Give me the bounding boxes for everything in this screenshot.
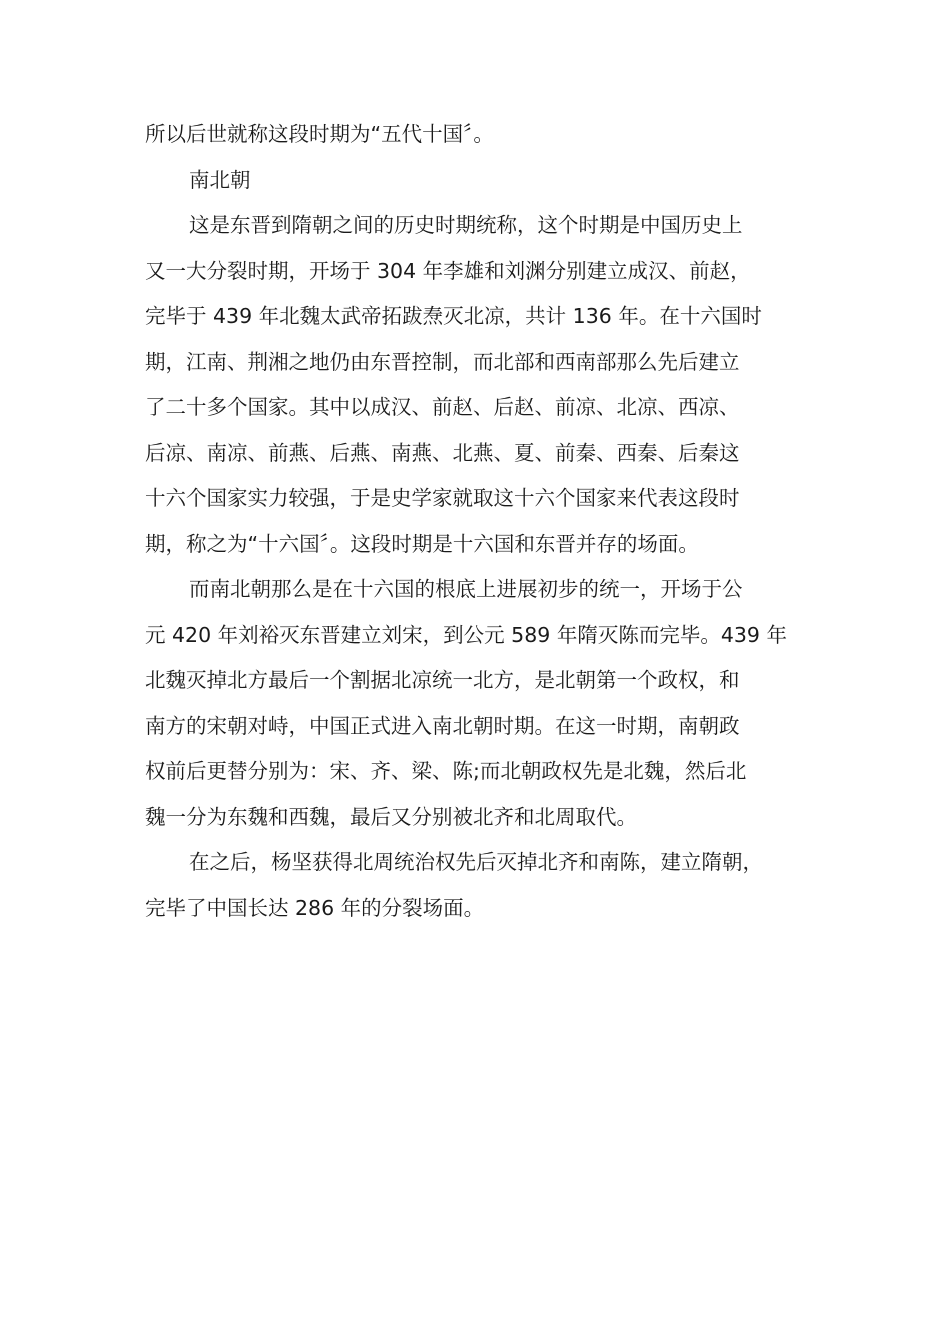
paragraph-line: 在之后，杨坚获得北周统治权先后灭掉北齐和南陈，建立隋朝， (189, 850, 763, 874)
paragraph-line: 而南北朝那么是在十六国的根底上进展初步的统一，开场于公 (189, 577, 743, 601)
paragraph-line: 北魏灭掉北方最后一个割据北凉统一北方，是北朝第一个政权，和 (145, 668, 740, 692)
paragraph-line: 权前后更替分别为：宋、齐、梁、陈;而北朝政权先是北魏，然后北 (145, 759, 747, 783)
paragraph-line: 期，江南、荆湘之地仍由东晋控制，而北部和西南部那么先后建立 (145, 349, 740, 374)
paragraph-line: 魏一分为东魏和西魏，最后又分别被北齐和北周取代。 (145, 804, 637, 829)
paragraph-line: 又一大分裂时期，开场于 304 年李雄和刘渊分别建立成汉、前赵， (145, 258, 751, 283)
paragraph-line: 完毕于 439 年北魏太武帝拓跋焘灭北凉，共计 136 年。在十六国时 (145, 304, 762, 328)
paragraph-line: 十六个国家实力较强，于是史学家就取这十六个国家来代表这段时 (145, 486, 740, 510)
paragraph-line: 南方的宋朝对峙，中国正式进入南北朝时期。在这一时期，南朝政 (145, 713, 740, 738)
paragraph-line: 完毕了中国长达 286 年的分裂场面。 (145, 895, 485, 920)
paragraph-line: 所以后世就称这段时期为“五代十国〞。 (145, 122, 494, 146)
paragraph-line: 这是东晋到隋朝之间的历史时期统称，这个时期是中国历史上 (189, 213, 743, 237)
paragraph-line: 元 420 年刘裕灭东晋建立刘宋，到公元 589 年隋灭陈而完毕。439 年 (145, 622, 787, 647)
section-heading: 南北朝 (189, 167, 251, 192)
paragraph-line: 期，称之为“十六国〞。这段时期是十六国和东晋并存的场面。 (145, 531, 699, 556)
paragraph-line: 了二十多个国家。其中以成汉、前赵、后赵、前凉、北凉、西凉、 (145, 395, 740, 419)
paragraph-line: 后凉、南凉、前燕、后燕、南燕、北燕、夏、前秦、西秦、后秦这 (145, 440, 740, 465)
document-body (145, 112, 825, 931)
